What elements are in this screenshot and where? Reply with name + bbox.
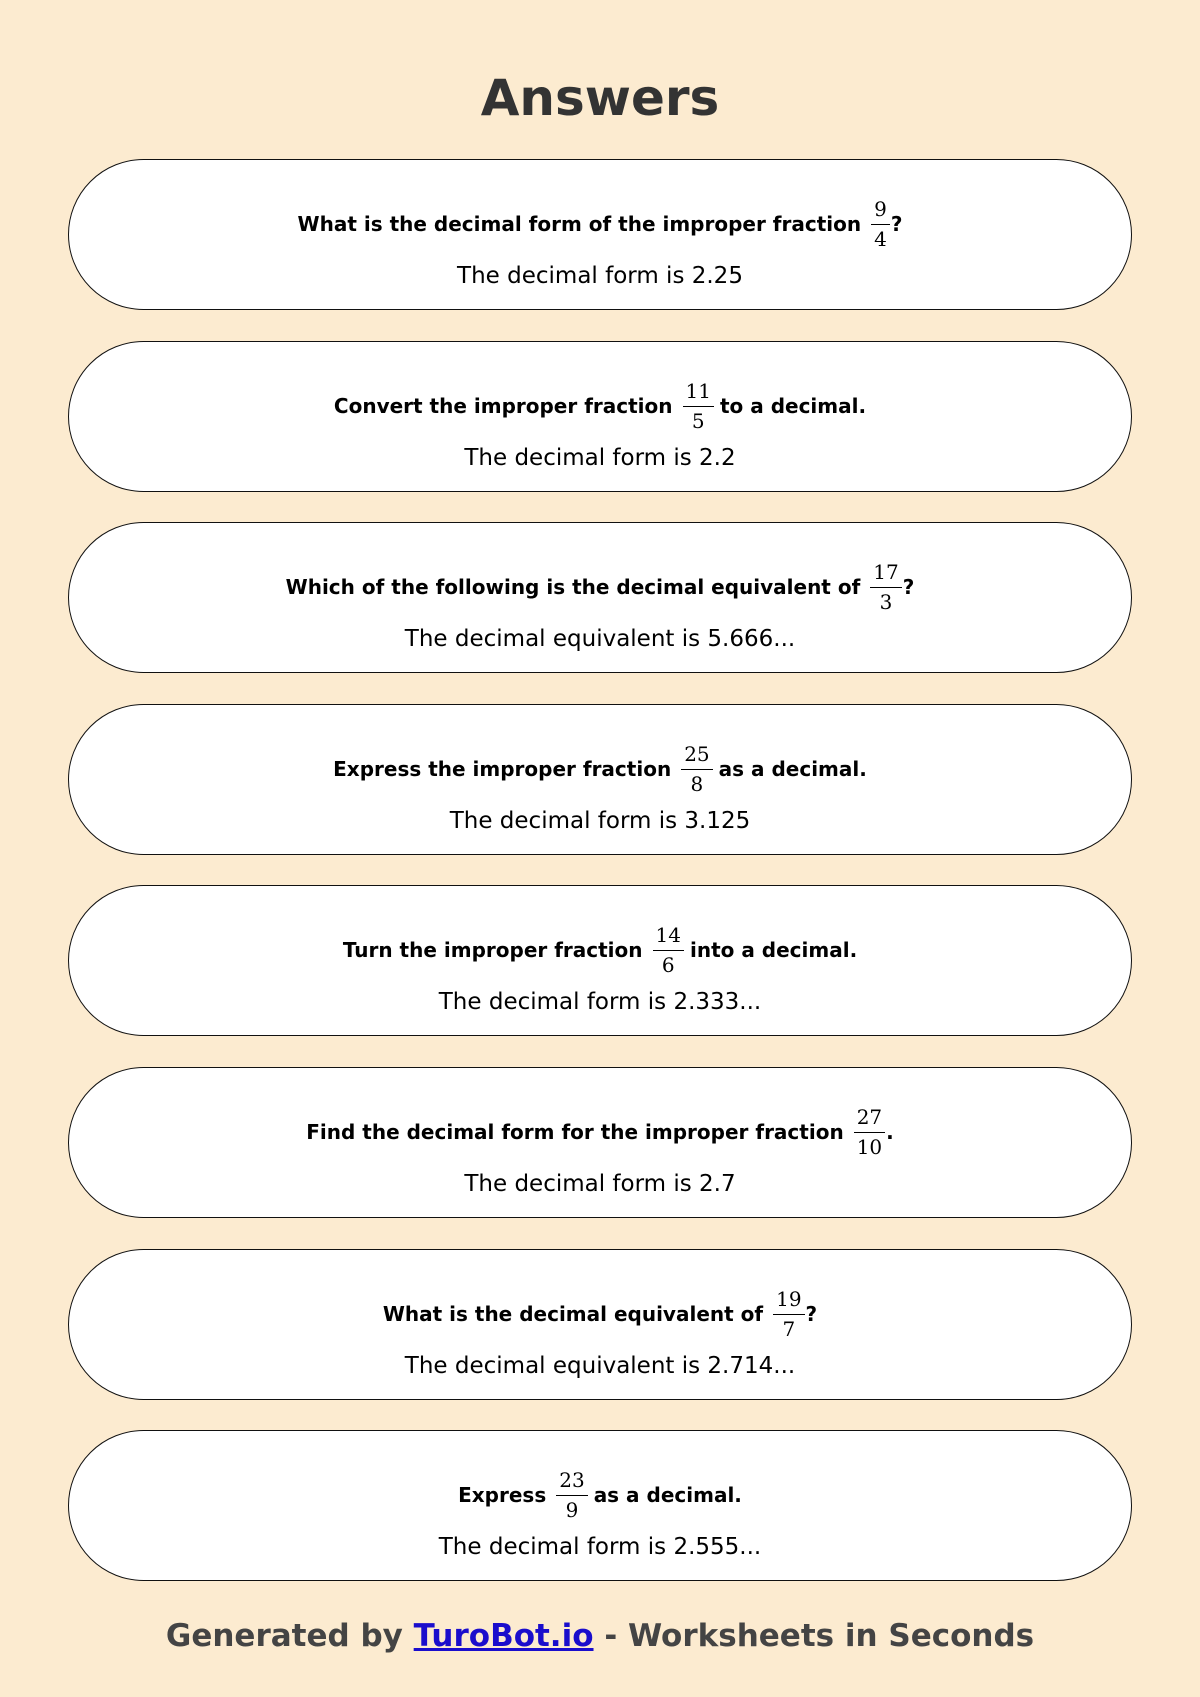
question-prefix: What is the decimal form of the improper fraction [297, 212, 862, 236]
question-text [69, 740, 1131, 798]
answer-card [68, 522, 1132, 673]
fraction-denominator: 8 [690, 771, 704, 796]
question-prefix: Express [458, 1483, 547, 1508]
footer-prefix: Generated by [165, 1618, 403, 1654]
answer-card [68, 704, 1132, 855]
answer-card [68, 341, 1132, 492]
footer [0, 1616, 1200, 1656]
fraction [681, 742, 712, 796]
answer-card [68, 159, 1132, 310]
fraction [870, 560, 901, 614]
fraction-denominator: 7 [782, 1316, 796, 1341]
answer-text: The decimal equivalent is 5.666... [404, 626, 796, 653]
answer-card [68, 885, 1132, 1036]
question-suffix: ? [805, 1301, 818, 1326]
fraction-numerator: 11 [683, 379, 714, 407]
question-suffix: to a decimal. [719, 393, 867, 418]
fraction [556, 1468, 587, 1522]
answer-text: The decimal form is 2.555... [438, 1534, 762, 1561]
fraction [653, 923, 684, 977]
answer-card [68, 1249, 1132, 1400]
answer-text: The decimal form is 2.7 [464, 1170, 736, 1197]
question-text [69, 195, 1131, 253]
answer-text: The decimal form is 2.333... [438, 989, 762, 1016]
fraction-denominator: 4 [874, 227, 887, 251]
answer-card [68, 1067, 1132, 1218]
answer-text: The decimal equivalent is 2.714... [404, 1352, 796, 1379]
answer-text: The decimal form is 2.25 [457, 263, 743, 289]
fraction [854, 1105, 885, 1159]
fraction-numerator: 14 [653, 923, 684, 951]
question-prefix: What is the decimal equivalent of [382, 1301, 764, 1326]
fraction-numerator: 23 [556, 1468, 587, 1496]
fraction-denominator: 10 [856, 1134, 883, 1159]
question-text [69, 921, 1131, 979]
footer-suffix: - Worksheets in Seconds [604, 1618, 1035, 1654]
question-suffix: as a decimal. [593, 1483, 742, 1508]
question-suffix: ? [890, 212, 903, 236]
answer-text: The decimal form is 2.2 [464, 444, 736, 471]
fraction [871, 197, 890, 251]
question-text [69, 1285, 1131, 1343]
fraction-numerator: 27 [854, 1105, 885, 1133]
question-suffix: ? [902, 575, 915, 600]
question-prefix: Express the improper fraction [333, 756, 672, 781]
fraction-denominator: 9 [565, 1498, 579, 1523]
question-prefix: Turn the improper fraction [342, 938, 643, 963]
fraction-denominator: 5 [691, 408, 705, 433]
fraction [773, 1287, 804, 1341]
question-prefix: Convert the improper fraction [333, 393, 673, 418]
fraction-numerator: 17 [870, 560, 901, 588]
question-text [69, 1466, 1131, 1524]
answer-list [68, 159, 1132, 1612]
turobot-link[interactable]: TuroBot.io [413, 1618, 594, 1654]
question-suffix: as a decimal. [718, 756, 867, 781]
page-title: Answers [480, 69, 720, 127]
fraction-denominator: 6 [661, 953, 675, 978]
question-suffix: . [886, 1119, 894, 1144]
fraction-numerator: 19 [773, 1287, 804, 1315]
answer-card [68, 1430, 1132, 1581]
question-prefix: Find the decimal form for the improper fraction [306, 1119, 844, 1144]
fraction-numerator: 25 [681, 742, 712, 770]
fraction-numerator: 9 [871, 197, 890, 225]
question-suffix: into a decimal. [689, 938, 858, 963]
fraction [683, 379, 714, 433]
question-text [69, 1103, 1131, 1161]
question-text [69, 377, 1131, 435]
question-text [69, 558, 1131, 616]
question-prefix: Which of the following is the decimal equivalent of [285, 575, 861, 600]
fraction-denominator: 3 [879, 590, 893, 615]
answer-text: The decimal form is 3.125 [449, 807, 751, 834]
